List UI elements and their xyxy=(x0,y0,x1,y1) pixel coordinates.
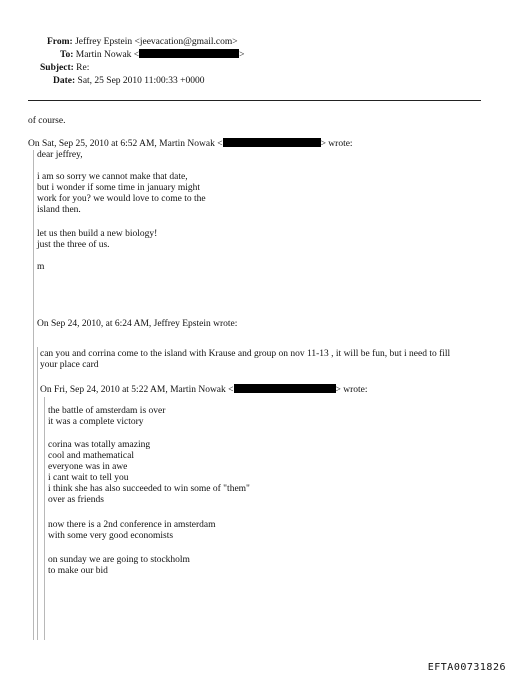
quote1-attribution-text: On Sat, Sep 25, 2010 at 6:52 AM, Martin Nowak < xyxy=(28,139,223,149)
quote3-attribution-end: > wrote: xyxy=(335,385,368,395)
quote1-para2 xyxy=(37,229,157,251)
redaction-box xyxy=(223,138,321,147)
quote1-attribution-end: > wrote: xyxy=(320,139,353,149)
quote3-para4 xyxy=(48,555,190,577)
text-line: the battle of amsterdam is over xyxy=(48,406,166,416)
header-to-row xyxy=(60,49,245,61)
quote2-bar xyxy=(37,347,38,640)
text-line: it was a complete victory xyxy=(48,417,144,427)
redaction-box xyxy=(234,384,336,393)
quote2-attribution: On Sep 24, 2010, at 6:24 AM, Jeffrey Epstein wrote: xyxy=(37,319,238,329)
quote3-para1 xyxy=(48,406,165,428)
subject-value: Re: xyxy=(76,63,90,73)
date-value: Sat, 25 Sep 2010 11:00:33 +0000 xyxy=(77,76,205,86)
quote2-text xyxy=(40,349,450,371)
text-line: cool and mathematical xyxy=(48,451,134,461)
text-line: your place card xyxy=(40,360,99,370)
text-line: corina was totally amazing xyxy=(48,440,151,450)
quote3-bar xyxy=(44,397,45,640)
header-subject-row xyxy=(40,62,89,74)
quote3-attribution xyxy=(40,384,368,396)
text-line: now there is a 2nd conference in amsterdam xyxy=(48,520,216,530)
header-date-row xyxy=(53,75,204,87)
text-line: to make our bid xyxy=(48,566,108,576)
text-line: i am so sorry we cannot make that date, xyxy=(37,172,188,182)
header-divider xyxy=(28,100,481,101)
quote3-para3 xyxy=(48,520,216,542)
to-close: > xyxy=(239,50,245,60)
quote1-attribution xyxy=(28,138,353,150)
text-line: with some very good economists xyxy=(48,531,174,541)
text-line: let us then build a new biology! xyxy=(37,229,158,239)
quote1-bar xyxy=(33,150,34,640)
text-line: just the three of us. xyxy=(37,240,110,250)
header-from-row xyxy=(47,36,238,48)
quote1-para1 xyxy=(37,172,206,216)
subject-label: Subject: xyxy=(40,63,74,73)
to-value: Martin Nowak < xyxy=(75,50,140,60)
date-label: Date: xyxy=(53,76,76,86)
quote3-attribution-text: On Fri, Sep 24, 2010 at 5:22 AM, Martin Nowak < xyxy=(40,385,234,395)
text-line: but i wonder if some time in january might xyxy=(37,183,201,193)
redaction-box xyxy=(139,49,239,58)
reply-text: of course. xyxy=(28,116,66,126)
quote1-signature: m xyxy=(37,262,45,272)
text-line: island then. xyxy=(37,205,81,215)
text-line: i think she has also succeeded to win some of "them" xyxy=(48,484,250,494)
to-label: To: xyxy=(60,50,74,60)
text-line: i cant wait to tell you xyxy=(48,473,129,483)
quote3-para2 xyxy=(48,440,250,506)
text-line: on sunday we are going to stockholm xyxy=(48,555,190,565)
quote1-greeting: dear jeffrey, xyxy=(37,150,83,160)
from-value: Jeffrey Epstein <jeevacation@gmail.com> xyxy=(75,37,238,47)
text-line: work for you? we would love to come to the xyxy=(37,194,206,204)
document-id-stamp: EFTA00731826 xyxy=(427,662,506,673)
text-line: over as friends xyxy=(48,495,104,505)
text-line: can you and corrina come to the island with Krause and group on nov 11-13 , it will be fun, but i need to fill xyxy=(40,349,451,359)
from-label: From: xyxy=(47,37,73,47)
text-line: everyone was in awe xyxy=(48,462,128,472)
